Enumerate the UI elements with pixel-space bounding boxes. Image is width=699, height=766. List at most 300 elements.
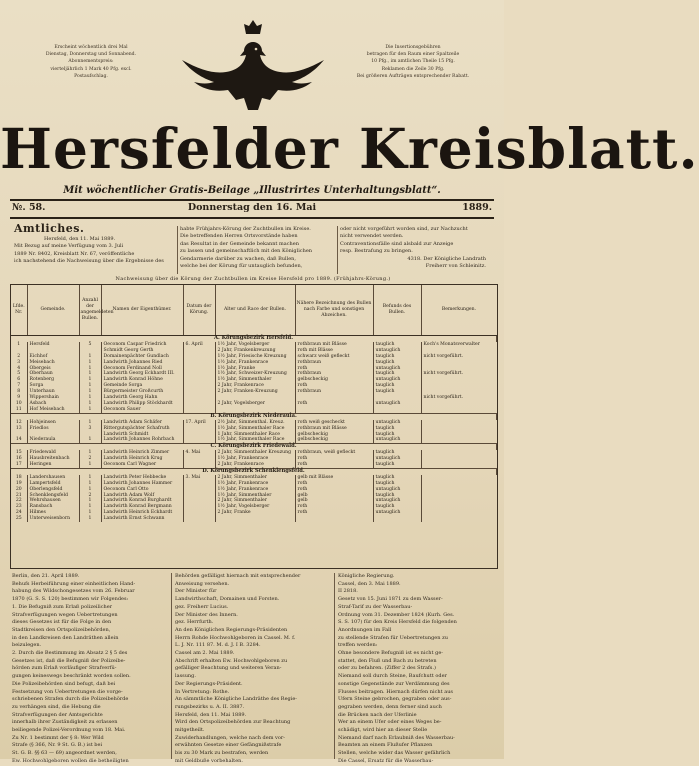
table-cell: tauglich [373, 371, 421, 377]
subscription-line: Erscheint wöchentlich drei Mal [54, 45, 128, 50]
text-line: St. G. B. §§ 63 — 69) angeordnet werden, [12, 750, 117, 757]
table-cell: Hilmes [27, 510, 79, 516]
text-line: Strafe (§ 366, Nr. 9 St. G. B.) ist bei [12, 742, 103, 749]
table-cell: 17 [11, 462, 27, 468]
table-cell [295, 516, 373, 522]
table-cell: untauglich [373, 366, 421, 372]
table-caption: Nachweisung über die Körung der Zuchtbullen im Kreise Hersfeld pro 1889. (Frühjahrs-Körung.) [115, 276, 391, 282]
text-line: beiliegende Polizei-Verordnung vom 18. Mai. [12, 727, 126, 734]
text-line: schriebenen Strafen durch die Polizeibehörde [12, 696, 129, 703]
table-cell: Landwirth Konrad Bergmann [101, 504, 183, 510]
table-cell: 25 [11, 516, 27, 522]
table-cell: Wehrshausen [27, 498, 79, 504]
table-cell: untauglich [373, 420, 421, 426]
table-cell: 1 [79, 389, 101, 395]
table-cell: 16 [11, 456, 27, 462]
table-cell: 1½ Jahr, Vogelsberger [215, 342, 295, 348]
table-cell: Oeconom Sauer [101, 407, 183, 413]
issue-year: 1889. [462, 202, 492, 213]
table-cell: tauglich [373, 475, 421, 481]
text-line: Berlin, den 21. April 1889. [12, 573, 80, 579]
table-cell: 18 [11, 475, 27, 481]
table-cell: 1½ Jahr, Frankenrace [215, 481, 295, 487]
issue-number: №. 58. [12, 202, 46, 213]
table-cell: 8 [11, 389, 27, 395]
bottom-column-1 [12, 573, 168, 766]
text-line: resp. Bestrafung zu bringen. [340, 248, 413, 255]
table-cell: Schenklengsfeld [27, 493, 79, 499]
table-cell: 2 [79, 456, 101, 462]
table-cell: Hersfeld [27, 342, 79, 348]
column-header: Gemeinde. [27, 285, 79, 336]
text-line: hörden zum Erlaß vorläufiger Strafverfü- [12, 665, 117, 672]
text-line: S. S. 107) für den Kreis Hersfeld die folgenden [338, 619, 457, 626]
subscription-line: Postaufschlag. [74, 73, 108, 79]
fee-line: 10 Pfg., im amtlichen Theile 15 Pfg. [371, 59, 455, 65]
text-line: Stellen, welche wider das Wasser gefährlich [338, 750, 451, 757]
table-cell: roth [295, 462, 373, 468]
table-cell: 1½ Jahr, Schweizer-Kreuzung [215, 371, 295, 377]
table-cell: untauglich [373, 498, 421, 504]
text-line: In Vertretung: Rothe. [175, 688, 230, 695]
table-cell: Koch's Monatsverwalter [423, 341, 480, 347]
table-cell: Friedlos [27, 426, 79, 432]
table-cell: Landershausen [27, 475, 79, 481]
text-line: Behufs Herbeiführung einer einheitlichen Hand- [12, 580, 136, 587]
table-cell: 1½ Jahr, Simmenthaler [215, 493, 295, 499]
table-cell: 23 [11, 504, 27, 510]
text-line: II 2818. [338, 588, 358, 595]
table-cell: roth [295, 383, 373, 389]
table-cell: 1½ Jahr, Frankenrace [215, 360, 295, 366]
text-line: Hersfeld, den 11. Mai 1889. [44, 236, 116, 242]
table-cell: 2 [79, 493, 101, 499]
table-cell: rothbraun mit Blässe [295, 426, 373, 432]
table-cell: tauglich [373, 354, 421, 360]
column-header: Alter und Race der Bullen. [215, 285, 295, 336]
table-cell: 1½ Jahr, Simmenthaler Race [215, 437, 295, 443]
text-line: oder nicht vorgeführt worden sind, zur Nachzucht [340, 226, 468, 232]
table-cell: Landwirth Adam Wolf [101, 493, 183, 499]
text-line: Freiherr von Schleinitz. [425, 263, 486, 270]
table-cell: 1 [79, 487, 101, 493]
text-line: Ordnung vom 31. Dezember 1824 (Kurh. Ges. [338, 611, 455, 618]
text-line: Festsetzung von Uebertretungen die vorge- [12, 688, 123, 695]
subscription-line: vierteljährlich 1 Mark 40 Pfg. excl. [50, 66, 132, 72]
table-cell: tauglich [373, 360, 421, 366]
text-line: welche bei der Körung für untauglich befunden, [180, 263, 303, 270]
column-rule [337, 226, 338, 274]
column-rule [177, 226, 178, 274]
table-cell: Wippershain [27, 395, 79, 401]
text-line: Königliche Regierung. [338, 573, 395, 579]
text-line: Die betreffenden Herren Ortsvorstände haben [180, 233, 298, 240]
text-line: gez. Herrfurth. [175, 619, 214, 626]
text-line: Die Cassel, Ersatz für die Wasserbau- [338, 757, 434, 764]
table-cell: untauglich [373, 487, 421, 493]
table-cell: 1 [79, 395, 101, 401]
table-cell: untauglich [373, 348, 421, 354]
table-cell: 1 [79, 371, 101, 377]
table-cell [373, 516, 421, 522]
table-cell: 5 [11, 371, 27, 377]
table-cell: 1 Jahr, Simmenthaler Race [215, 432, 295, 438]
text-line: innerhalb ihrer Zuständigkeit zu erlassen [12, 719, 118, 726]
text-line: ich nachstehend die Nachweisung über die Ergebnisse des [14, 258, 164, 265]
table-cell: Oeconom Carl Otto [101, 487, 183, 493]
table-cell: Landwirth Heinrich Krug [101, 456, 183, 462]
table-cell: nicht vorgeführt. [423, 371, 464, 377]
dateline [10, 199, 494, 219]
table-cell: 2 [11, 354, 27, 360]
text-line: Strafverfügungen wegen Uebertretungen [12, 611, 118, 618]
column-header: Datum der Körung. [183, 285, 215, 336]
column-rule [334, 573, 335, 759]
text-line: Anweisung versehen. [175, 580, 230, 587]
table-cell: 1½ Jahr, Frankenrace [215, 456, 295, 462]
table-cell: untauglich [373, 456, 421, 462]
fee-line: Reklamen die Zeile 30 Pfg. [381, 66, 445, 72]
table-cell: 22 [11, 498, 27, 504]
table-cell: 1 [79, 366, 101, 372]
fee-line: Bei größeren Aufträgen entsprechender Rabatt. [356, 73, 470, 79]
text-line: Zu Nr. 1 bestimmt der § 8: Wer Wild [12, 734, 104, 741]
text-line: Flusses beitragen. Hiernach dürfen nicht aus [338, 688, 453, 695]
table-cell: 14 [11, 437, 27, 443]
table-cell: 4 [11, 366, 27, 372]
table-cell: 12 [11, 420, 27, 426]
table-cell: 2 Jahr, Frankenkreuzung [215, 348, 295, 354]
table-cell: 2 Jahr, Vogelsberger [215, 401, 295, 407]
table-cell: Landwirth Johannes Hammer [101, 481, 183, 487]
eagle-emblem [178, 20, 328, 112]
table-cell: schwarz weiß gefleckt [295, 354, 373, 360]
table-cell: 2 Jahr, Simmenthaler Kreuzung [215, 450, 295, 456]
column-header: Namen der Eigenthümer. [101, 285, 183, 336]
masthead-title: Hersfelder Kreisblatt. [0, 116, 699, 181]
text-line: Straf-Tarif zu der Wasserbau- [338, 603, 413, 610]
table-cell: 2 Jahr, Simmenthaler [215, 475, 295, 481]
table-cell: 1 [79, 510, 101, 516]
section-title: A. Körungsbezirk Hersfeld. [11, 336, 497, 342]
table-cell: 1 [79, 498, 101, 504]
text-line: 1870 (G. S. S. 120) bestimmen wir Folgendes: [12, 596, 129, 603]
column-header: Nähere Bezeichnung des Bullen nach Farbe und sonstigen Abzeichen. [295, 285, 373, 336]
text-line: Abschrift erhalten Ew. Hochwohlgeboren zu [175, 657, 288, 664]
table-cell: 11 [11, 407, 27, 413]
table-cell: 1 [79, 450, 101, 456]
table-cell: 1½ Jahr, Simmenthaler Race [215, 426, 295, 432]
table-cell: Landwirth Konrad Burghardt [101, 498, 183, 504]
text-line: 1. Die Befugniß zum Erlaß polizeilicher [12, 603, 113, 610]
section-heading-amtliches: Amtliches. [14, 222, 85, 235]
table-cell: 1½ Jahr, Franke [215, 366, 295, 372]
table-cell: 1½ Jahr, Frankenrace [215, 487, 295, 493]
column-header: Lfde. Nr. [11, 285, 27, 336]
bottom-column-2 [175, 573, 331, 766]
table-cell: 2 Jahr, Simmenthaler [215, 498, 295, 504]
text-line: gefälliger Beachtung und weiteren Veran- [175, 665, 282, 672]
table-cell: tauglich [373, 383, 421, 389]
table-cell: 1 [79, 516, 101, 522]
table-cell: Oeconom Carl Wagner [101, 462, 183, 468]
table-cell: roth [295, 401, 373, 407]
text-line: die Brücken nach der Uferlinie [338, 711, 417, 718]
table-cell: tauglich [373, 432, 421, 438]
table-cell: 5 [79, 342, 101, 348]
text-line: sonstige Gegenstände zur Verdämmung des [338, 680, 450, 687]
text-line: Gendarmerie darüber zu wachen, daß Bullen, [180, 255, 296, 262]
text-line: Stadtkreisen den Ortspolizeibehörden, [12, 626, 111, 633]
text-line: erwähnten Gesetze einer Gefängnißstrafe [175, 742, 282, 749]
text-line: rungsbezirks u. A. II. 3887. [175, 703, 245, 710]
table-cell: Sorga [27, 383, 79, 389]
table-cell: roth weiß gescheckt [295, 420, 373, 426]
amtliches-column-2 [180, 226, 334, 270]
table-cell: gelb [295, 493, 373, 499]
text-line: gez. Freiherr Lucius. [175, 603, 229, 610]
column-header: Bemerkungen. [421, 285, 497, 336]
table-cell: Landwirth Georg Hahn [101, 395, 183, 401]
table-cell: 1 [79, 475, 101, 481]
table-cell: Landwirth Johannes Ried [101, 360, 183, 366]
section-title: C. Körungsbezirk Friedewald. [11, 444, 497, 450]
table-cell: 3 [79, 426, 101, 432]
text-line: L. J. Nr. 111 87. M. d. J. I B. 3284. [175, 642, 261, 649]
column-header: Anzahl der angemeldeten Bullen. [79, 285, 101, 336]
table-cell: untauglich [373, 377, 421, 383]
table-cell: Landwirth Heinrich Eckhardt [101, 510, 183, 516]
table-cell: Domainenpächter Gundlach [101, 354, 183, 360]
table-cell: Schmidt Georg Gerth [101, 348, 183, 354]
table-cell: 2 Jahr, Franken-Kreuzung [215, 389, 295, 395]
table-cell: Friedewald [27, 450, 79, 456]
table-cell: 1 [79, 420, 101, 426]
column-header: Befunds des Bullen. [373, 285, 421, 336]
text-line: mit Geldbuße vorbehalten. [175, 757, 243, 764]
table-cell: 3. Mai [183, 475, 215, 481]
table-cell: Meisebach [27, 360, 79, 366]
issue-date: Donnerstag den 16. Mai [187, 202, 317, 213]
text-line: Herrn Rohde Hochwohlgeboren in Cassel. M. f. [175, 634, 296, 641]
table-cell: Lampertsfeld [27, 481, 79, 487]
table-cell: 2 Jahr, Frankenrace [215, 462, 295, 468]
text-line: Anordnungen im Fall [338, 626, 392, 633]
text-line: Gesetz von 15. Juni 1871 zu dem Wasser- [338, 596, 443, 603]
table-cell: tauglich [373, 493, 421, 499]
table-cell: Ransbach [27, 504, 79, 510]
text-line: Ufern Steine gebrochen, gegraben oder aus- [338, 696, 452, 703]
table-cell: 21 [11, 493, 27, 499]
text-line: Ew. Hochwohlgeboren wollen die betheiligten [12, 757, 129, 764]
table-body [11, 336, 497, 523]
table-cell: untauglich [373, 401, 421, 407]
table-cell: tauglich [373, 426, 421, 432]
table-cell: roth mit Blässe [295, 348, 373, 354]
table-cell: 2½ Jahr, Simmenthal. Kreuz. [215, 420, 295, 426]
text-line: 1889 Nr. 8402, Kreisblatt Nr. 67, veröffentliche [14, 250, 135, 257]
fee-line: Die Insertionsgebühren [385, 45, 441, 50]
table-cell: 1 [79, 354, 101, 360]
table-cell: Obergeis [27, 366, 79, 372]
table-cell: 20 [11, 487, 27, 493]
table-cell: Hof Meisebach [27, 407, 79, 413]
table-cell: 15 [11, 450, 27, 456]
text-line: gungen keineswegs beschränkt worden sollen. [12, 673, 131, 680]
table-cell: nicht vorgeführt. [423, 353, 464, 359]
table-cell: rothbraun [295, 371, 373, 377]
text-line: zu lassen und gemeinschaftlich mit den Königlichen [180, 248, 313, 255]
table-cell: 1½ Jahr, Friesische Kreuzung [215, 354, 295, 360]
table-cell: 1½ Jahr, Vogelsberger [215, 504, 295, 510]
table-cell: Landwirth Heinrich Zimmer [101, 450, 183, 456]
table-cell: 10 [11, 401, 27, 407]
table-cell: rothbraun [295, 389, 373, 395]
table-cell: untauglich [373, 437, 421, 443]
text-line: lassung. [175, 673, 196, 680]
text-line: Ohne besondere Befugniß ist es nicht ge- [338, 650, 443, 657]
text-line: Zuwiderhandlungen, welche nach dem vor- [175, 734, 285, 741]
text-line: dieses Gesetzes ist für die Folge in den [12, 619, 112, 626]
table-cell: roth [295, 504, 373, 510]
subscription-box [6, 44, 176, 80]
bull-inspection-table [10, 284, 498, 569]
table-cell: 2 Jahr, Frankenrace [215, 383, 295, 389]
table-cell: 1 [79, 377, 101, 383]
text-line: das Resultat in der Gemeinde bekannt machen [180, 240, 299, 247]
section-title: D. Körungsbezirk Schenklengsfeld. [11, 468, 497, 474]
table-cell: rothbraun mit Blässe [295, 342, 373, 348]
table-cell: tauglich [373, 389, 421, 395]
results-table [11, 285, 497, 522]
text-line: habte Frühjahrs-Körung der Zuchtbullen im Kreise. [180, 226, 311, 232]
table-cell: tauglich [373, 342, 421, 348]
table-cell [183, 516, 215, 522]
table-cell: 1 [79, 462, 101, 468]
table-cell [215, 516, 295, 522]
text-line: zu verhängen sind, die Hebung die [12, 703, 101, 710]
text-line: treffen werden: [338, 642, 378, 649]
amtliches-column-1 [14, 236, 174, 266]
fee-line: betragen für den Raum einer Spaltzeile [366, 52, 460, 58]
table-cell: nicht vorgeführt. [423, 395, 464, 401]
table-cell: gelbscheckig [295, 432, 373, 438]
text-line: Strafverfügungen der Amtsgerichte [12, 711, 103, 718]
table-cell: 1 [79, 504, 101, 510]
insertion-fees-box [328, 44, 498, 80]
table-cell: 4. Mai [183, 450, 215, 456]
text-line: beizulegen. [12, 642, 42, 649]
table-cell: Rotenberg [27, 377, 79, 383]
table-cell: Landwirth Ernst Schwann [101, 516, 183, 522]
table-cell: roth [295, 481, 373, 487]
table-cell: Oberhaun [27, 371, 79, 377]
table-cell: 1 [79, 360, 101, 366]
table-row [11, 516, 497, 522]
table-cell: Landwirth Schmidt [101, 432, 183, 438]
table-cell: Hausbreitenbach [27, 456, 79, 462]
table-cell: 1½ Jahr, Simmenthaler [215, 377, 295, 383]
table-cell: 7 [11, 383, 27, 389]
subscription-line: Abonnementspreis: [68, 59, 114, 65]
table-cell: tauglich [373, 504, 421, 510]
text-line: mitgetheilt. [175, 727, 205, 734]
table-cell: Unterweisenborn [27, 516, 79, 522]
table-cell: Landwirth Adam Schäfer [101, 420, 183, 426]
table-cell: 24 [11, 510, 27, 516]
masthead-subtitle: Mit wöchentlicher Gratis-Beilage „Illustrirtes Unterhaltungsblatt“. [63, 185, 441, 196]
table-cell: Gemeinde Sorga [101, 383, 183, 389]
table-cell: gelb [295, 498, 373, 504]
table-cell: Hohjeinsen [27, 420, 79, 426]
table-cell [421, 516, 497, 522]
text-line: Die Polizeibehörden sind befugt, daß bei [12, 680, 116, 687]
text-line: nicht verwendet werden. [340, 233, 404, 240]
text-line: habung des Wildschongesetzes vom 26. Februar [12, 588, 135, 595]
column-rule [171, 573, 172, 759]
table-header-row [11, 285, 497, 336]
text-line: Hersfeld, den 11. Mai 1889. [175, 711, 247, 718]
text-line: An den Königlichen Regierungs-Präsidenten [175, 626, 288, 633]
text-line: Cassel, den 3. Mai 1889. [338, 580, 401, 587]
table-cell: Rittergutspächter Schafruth [101, 426, 183, 432]
table-cell: 9 [11, 395, 27, 401]
text-line: Contraventionsfälle sind alsbald zur Anzeige [340, 240, 454, 247]
table-cell: Unterhaun [27, 389, 79, 395]
text-line: Niemand soll durch Steine, Baufchutt oder [338, 673, 447, 680]
table-cell: gelbscheckig [295, 377, 373, 383]
table-cell: roth [295, 487, 373, 493]
table-cell: Landwirth Johannes Rohrbach [101, 437, 183, 443]
table-cell: Landwirth Konrad Höhne [101, 377, 183, 383]
text-line: Wird den Ortspolizeibehörden zur Beachtung [175, 719, 291, 726]
table-cell: 6 [11, 377, 27, 383]
table-cell: 19 [11, 481, 27, 487]
table-cell: Landwirth Peter Hebbecke [101, 475, 183, 481]
text-line: bis zu 30 Mark zu bestrafen, werden [175, 750, 269, 757]
text-line: gegraben werden, denn ferner sind auch [338, 703, 442, 710]
text-line: Cassel am 2. Mai 1889. [175, 650, 235, 657]
table-cell: rothbraun, weiß gefleckt [295, 450, 373, 456]
text-line: Landwirthschaft, Domainen und Forsten. [175, 596, 280, 603]
table-cell: 2 Jahr, Franke [215, 510, 295, 516]
table-cell: Landwirth Philipp Stöckhardt [101, 401, 183, 407]
table-cell: roth [295, 366, 373, 372]
text-line: in den Landkreisen den Landräthen allein [12, 634, 119, 641]
text-line: oder zu befahren. (Ziffer 2 des Strafs.) [338, 665, 436, 672]
table-cell: gelb mit Blässe [295, 475, 373, 481]
text-line: Mit Bezug auf meine Verfügung vom 3. Juli [14, 243, 124, 250]
table-cell: 17. April [183, 420, 215, 426]
text-line: stattet, den Fluß und Bach zu betreten [338, 657, 437, 664]
table-cell: Bürgermeister Großcurth [101, 389, 183, 395]
table-cell: 3 [11, 360, 27, 366]
text-line: Niemand darf nach Erlaubniß des Wasserbau- [338, 734, 455, 741]
text-line: 2. Durch die Bestimmung im Absatz 2 § 5 des [12, 650, 128, 657]
table-cell: untauglich [373, 510, 421, 516]
text-line: Der Regierungs-Präsident. [175, 680, 243, 687]
table-cell: tauglich [373, 481, 421, 487]
text-line: 4318. Der Königliche Landrath [407, 255, 486, 262]
table-cell: 6. April [183, 342, 215, 348]
text-line: Gesetzes ist, daß die Befugniß der Polizeibe- [12, 657, 126, 664]
table-cell: 1 [79, 481, 101, 487]
text-line: Beamten an einem Flußufer Pflanzen [338, 742, 433, 749]
text-line: schädigt, wird hier an dieser Stelle [338, 727, 428, 734]
table-cell: Oberlengsfeld [27, 487, 79, 493]
table-cell: 1 [79, 437, 101, 443]
text-line: Wer an einem Ufer oder eines Weges be- [338, 719, 442, 726]
